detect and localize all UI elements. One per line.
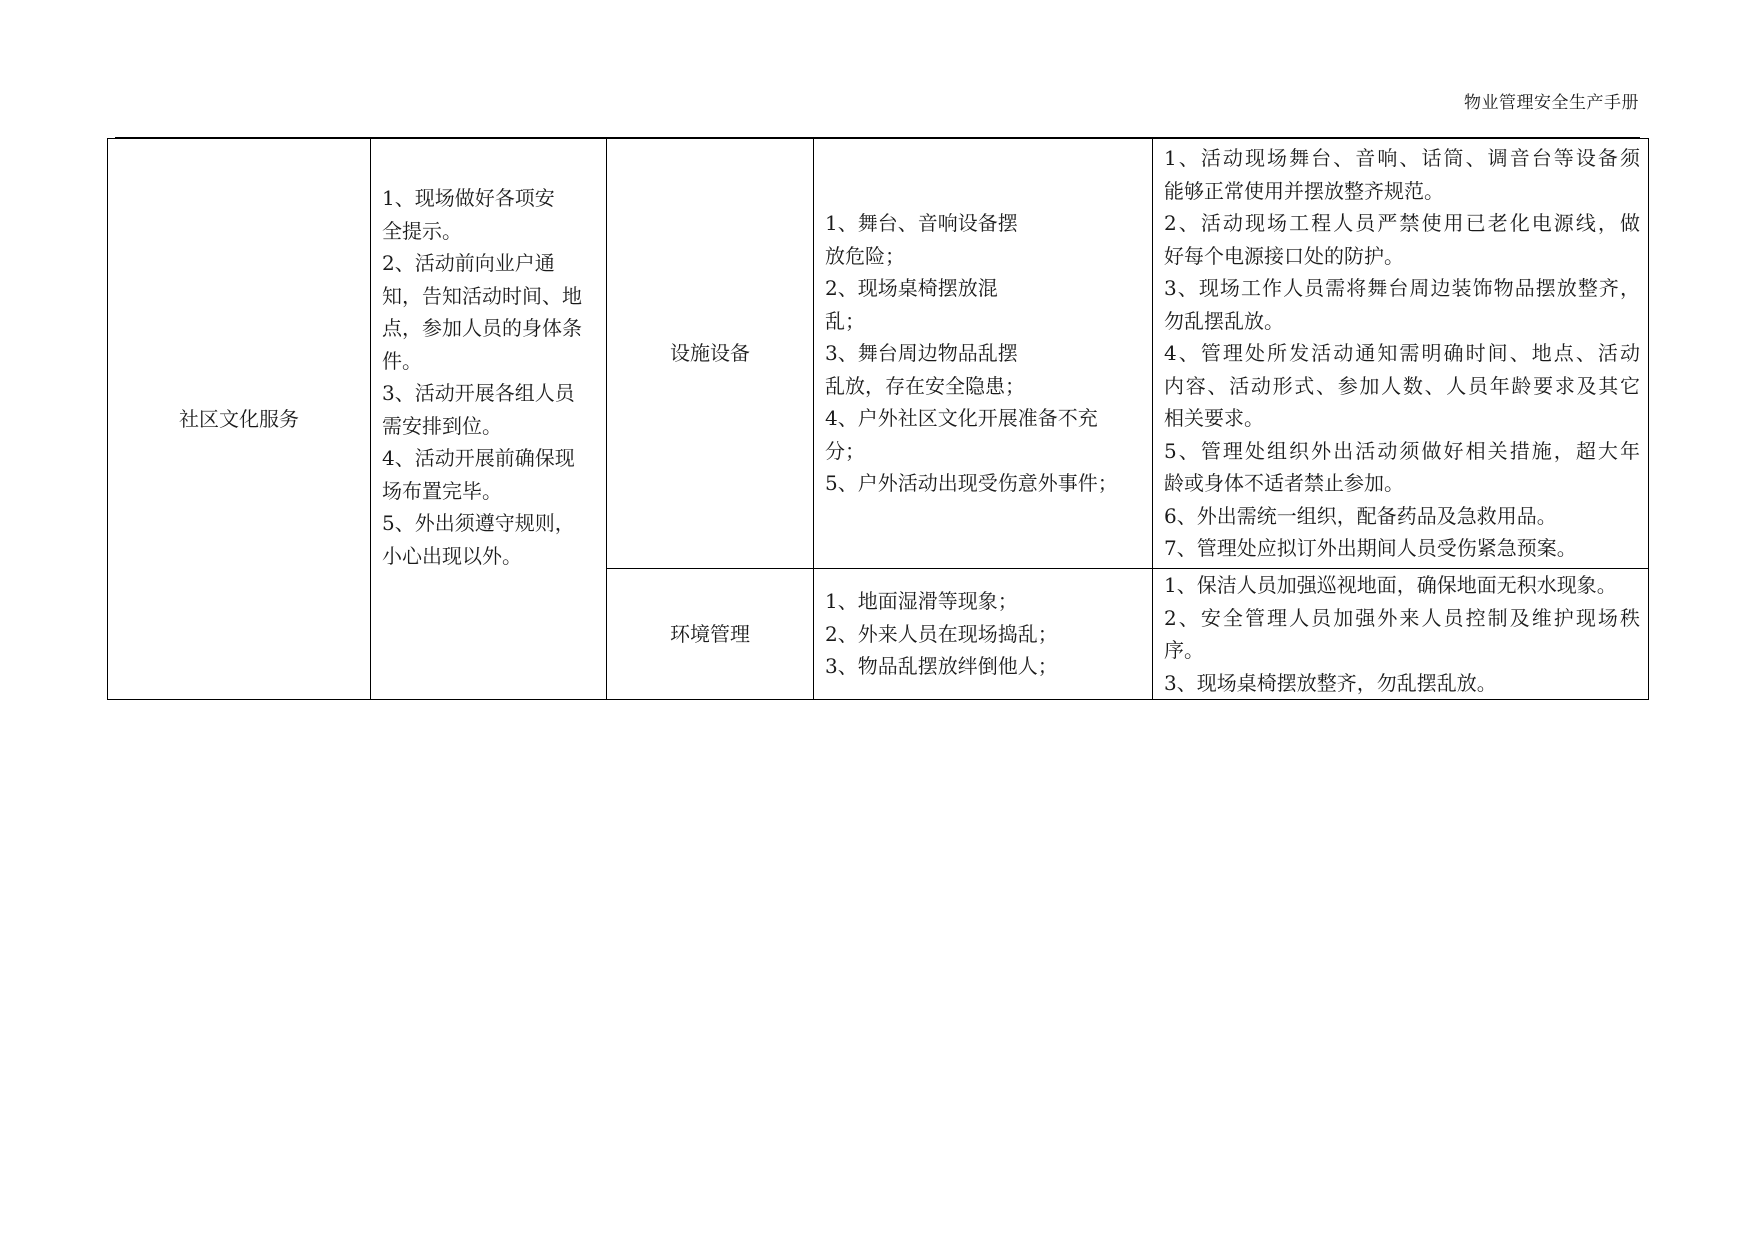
measure-line: 能够正常使用并摆放整齐规范。 [1164, 178, 1444, 203]
requirement-line: 全提示。 [382, 218, 462, 243]
measure-line: 好每个电源接口处的防护。 [1164, 243, 1404, 268]
hazard-line: 3、舞台周边物品乱摆 [825, 341, 1018, 366]
hazards-cell [814, 139, 1153, 569]
hazard-line: 4、户外社区文化开展准备不充 [825, 406, 1098, 431]
safety-table [107, 138, 1649, 700]
subcategory-label: 环境管理 [670, 621, 750, 646]
hazard-line: 5、户外活动出现受伤意外事件； [825, 471, 1118, 496]
hazard-line: 乱； [825, 308, 865, 333]
measure-line: 4、管理处所发活动通知需明确时间、地点、活动 [1164, 341, 1640, 366]
subcategory-cell [607, 569, 814, 700]
measure-line: 序。 [1164, 638, 1204, 662]
requirement-line: 4、活动开展前确保现 [382, 446, 575, 470]
requirement-line: 点，参加人员的身体条 [382, 316, 582, 340]
measure-line: 3、现场工作人员需将舞台周边装饰物品摆放整齐， [1164, 276, 1640, 301]
hazard-line: 放危险； [825, 243, 905, 268]
measure-line: 相关要求。 [1164, 406, 1264, 431]
measure-line: 3、现场桌椅摆放整齐，勿乱摆乱放。 [1164, 670, 1497, 695]
requirement-line: 小心出现以外。 [382, 543, 522, 568]
hazard-line: 1、地面湿滑等现象； [825, 589, 1018, 614]
requirements-cell [371, 139, 607, 700]
measure-line: 1、保洁人员加强巡视地面，确保地面无积水现象。 [1164, 573, 1617, 597]
subcategory-cell [607, 139, 814, 569]
document-header-title: 物业管理安全生产手册 [1464, 93, 1639, 113]
requirement-line: 5、外出须遵守规则， [382, 511, 575, 535]
hazard-line: 分； [825, 438, 865, 463]
table-row [108, 139, 1649, 569]
requirement-line: 件。 [382, 348, 422, 373]
measures-cell [1153, 139, 1649, 569]
requirement-line: 知，告知活动时间、地 [382, 283, 582, 308]
measure-line: 内容、活动形式、参加人数、人员年龄要求及其它 [1164, 373, 1640, 398]
measure-line: 2、安全管理人员加强外来人员控制及维护现场秩 [1164, 605, 1640, 630]
measure-line: 勿乱摆乱放。 [1164, 308, 1284, 333]
subcategory-label: 设施设备 [670, 341, 750, 366]
category-cell [108, 139, 371, 700]
measure-line: 1、活动现场舞台、音响、话筒、调音台等设备须 [1164, 146, 1640, 171]
measure-line: 2、活动现场工程人员严禁使用已老化电源线，做 [1164, 211, 1640, 236]
hazard-line: 3、物品乱摆放绊倒他人； [825, 654, 1058, 679]
measure-line: 7、管理处应拟订外出期间人员受伤紧急预案。 [1164, 536, 1577, 561]
requirement-line: 1、现场做好各项安 [382, 186, 555, 210]
category-label: 社区文化服务 [179, 406, 299, 431]
measures-cell [1153, 569, 1649, 700]
measure-line: 龄或身体不适者禁止参加。 [1164, 471, 1404, 496]
hazard-line: 2、现场桌椅摆放混 [825, 276, 998, 301]
hazard-line: 2、外来人员在现场捣乱； [825, 621, 1058, 646]
requirement-line: 2、活动前向业户通 [382, 251, 555, 275]
measure-line: 6、外出需统一组织，配备药品及急救用品。 [1164, 503, 1557, 528]
hazards-cell [814, 569, 1153, 700]
hazard-line: 乱放，存在安全隐患； [825, 373, 1025, 398]
hazard-line: 1、舞台、音响设备摆 [825, 211, 1018, 236]
measure-line: 5、管理处组织外出活动须做好相关措施，超大年 [1164, 438, 1640, 463]
requirement-line: 需安排到位。 [382, 413, 502, 438]
requirement-line: 3、活动开展各组人员 [382, 381, 575, 405]
requirement-line: 场布置完毕。 [382, 478, 502, 503]
